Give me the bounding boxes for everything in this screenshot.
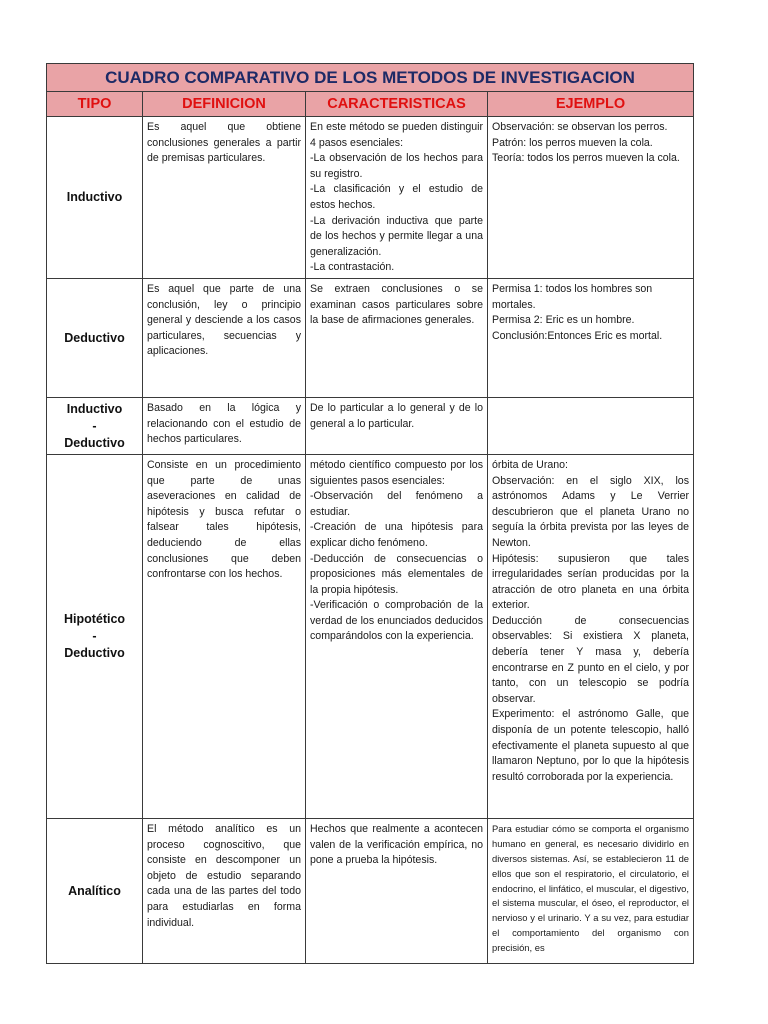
ejemplo-line: Hipótesis: supusieron que tales irregularidades serían producidas por la atracción de otro planeta en una órbita exterior. <box>492 552 689 612</box>
ejemplo-line: Permisa 2: Eric es un hombre. <box>492 314 635 327</box>
ejemplo-line: Conclusión:Entonces Eric es mortal. <box>492 329 663 342</box>
header-row <box>47 92 694 117</box>
caracteristica-line: -Deducción de consecuencias o proposiciones más elementales de la propia hipótesis. <box>310 552 483 596</box>
table-row <box>47 454 694 818</box>
definicion-cell: Consiste en un procedimiento que parte de unas aseveraciones en calidad de hipótesis y busca refutar o falsear tales hipótesis, deduciendo de ellas conclusiones que deben confrontarse con los hechos. <box>143 454 306 818</box>
caracteristica-line: -La contrastación. <box>310 261 395 274</box>
tipo-separator: - <box>92 418 97 433</box>
ejemplo-line: Teoría: todos los perros mueven la cola. <box>492 152 680 165</box>
comparison-sheet <box>46 63 693 964</box>
ejemplo-cell <box>488 117 694 279</box>
tipo-cell <box>47 454 143 818</box>
definicion-cell: Es aquel que parte de una conclusión, ley o principio general y desciende a los casos particulares, secuencias y aplicaciones. <box>143 278 306 397</box>
header-ejemplo: EJEMPLO <box>488 92 694 117</box>
ejemplo-line: Experimento: el astrónomo Galle, que disponía de un potente telescopio, halló efectivamente el planeta supuesto al que llamaron Neptuno, por lo que la hipótesis resultó corroborada por la experiencia. <box>492 708 689 783</box>
caracteristica-line: -La observación de los hechos para su registro. <box>310 152 483 180</box>
tipo-label: Hipotético <box>63 612 126 627</box>
definicion-cell: El método analítico es un proceso cognoscitivo, que consiste en descomponer un objeto de estudio separando cada una de las partes del todo para estudiarlas en forma individual. <box>143 818 306 963</box>
caracteristicas-cell <box>306 117 488 279</box>
caracteristicas-cell <box>306 454 488 818</box>
table-title: CUADRO COMPARATIVO DE LOS METODOS DE INVESTIGACION <box>47 64 694 92</box>
ejemplo-line: órbita de Urano: <box>492 458 568 471</box>
header-tipo: TIPO <box>47 92 143 117</box>
caracteristica-line: método científico compuesto por los siguientes pasos esenciales: <box>310 458 483 487</box>
ejemplo-line: Deducción de consecuencias observables: Si existiera X planeta, debería tener Y masa y, debería encontrarse en Z punto en el cielo, y por tanto, con un telescopio se podría observar. <box>492 614 689 705</box>
caracteristicas-cell <box>306 397 488 454</box>
ejemplo-cell <box>488 454 694 818</box>
definicion-cell: Es aquel que obtiene conclusiones generales a partir de premisas particulares. <box>143 117 306 279</box>
ejemplo-cell <box>488 397 694 454</box>
table-row <box>47 818 694 963</box>
definicion-cell: Basado en la lógica y relacionando con el estudio de hechos particulares. <box>143 397 306 454</box>
table-row <box>47 397 694 454</box>
caracteristicas-cell <box>306 278 488 397</box>
header-definicion: DEFINICION <box>143 92 306 117</box>
caracteristicas-cell <box>306 818 488 963</box>
tipo-label: Deductivo <box>64 646 125 661</box>
ejemplo-cell <box>488 818 694 963</box>
caracteristica-line: -Creación de una hipótesis para explicar dicho fenómeno. <box>310 521 483 549</box>
comparison-table <box>46 63 694 964</box>
caracteristica-line: -La clasificación y el estudio de estos hechos. <box>310 183 483 211</box>
caracteristica-line: De lo particular a lo general y de lo general a lo particular. <box>310 401 483 430</box>
tipo-cell <box>47 397 143 454</box>
caracteristica-line: -La derivación inductiva que parte de los hechos y permite llegar a una generalización. <box>310 214 483 258</box>
tipo-label: Deductivo <box>64 330 125 345</box>
ejemplo-line: Observación: en el siglo XIX, los astrónomos Adams y Le Verrier descubrieron que el planeta Urano no seguía la órbita prevista por las leyes de Newton. <box>492 474 689 549</box>
tipo-cell <box>47 278 143 397</box>
caracteristica-line: Hechos que realmente a acontecen valen de la verificación empírica, no pone a prueba la hipótesis. <box>310 822 483 867</box>
tipo-cell <box>47 818 143 963</box>
caracteristica-line: Se extraen conclusiones o se examinan casos particulares sobre la base de afirmaciones generales. <box>310 282 483 327</box>
table-row <box>47 278 694 397</box>
tipo-cell <box>47 117 143 279</box>
tipo-separator: - <box>92 629 97 644</box>
tipo-label: Analítico <box>68 883 121 898</box>
caracteristica-line: -Verificación o comprobación de la verdad de los enunciados deducidos comparándolos con la experiencia. <box>310 599 483 643</box>
ejemplo-line: Para estudiar cómo se comporta el organismo humano en general, es necesario dividirlo en diversos sistemas. Así, se establecieron 11 de ellos que son el respiratorio, el circulatorio, el endocrino, el linfático, el muscular, el digestivo, el sistema muscular, el óseo, el reproductor, el nervioso y el urinario. Y a su vez, para estudiar el comportamiento del organismo con precisión, es <box>492 822 689 954</box>
ejemplo-line: Patrón: los perros mueven la cola. <box>492 136 653 149</box>
tipo-label: Inductivo <box>66 190 123 205</box>
table-row <box>47 117 694 279</box>
header-caracteristicas: CARACTERISTICAS <box>306 92 488 117</box>
ejemplo-line: Observación: se observan los perros. <box>492 121 668 133</box>
ejemplo-line: Permisa 1: todos los hombres son mortales. <box>492 282 653 311</box>
tipo-label: Deductivo <box>64 435 125 450</box>
tipo-label: Inductivo <box>66 401 123 416</box>
caracteristica-line: -Observación del fenómeno a estudiar. <box>310 490 483 518</box>
caracteristica-line: En este método se pueden distinguir 4 pasos esenciales: <box>310 121 483 149</box>
ejemplo-cell <box>488 278 694 397</box>
